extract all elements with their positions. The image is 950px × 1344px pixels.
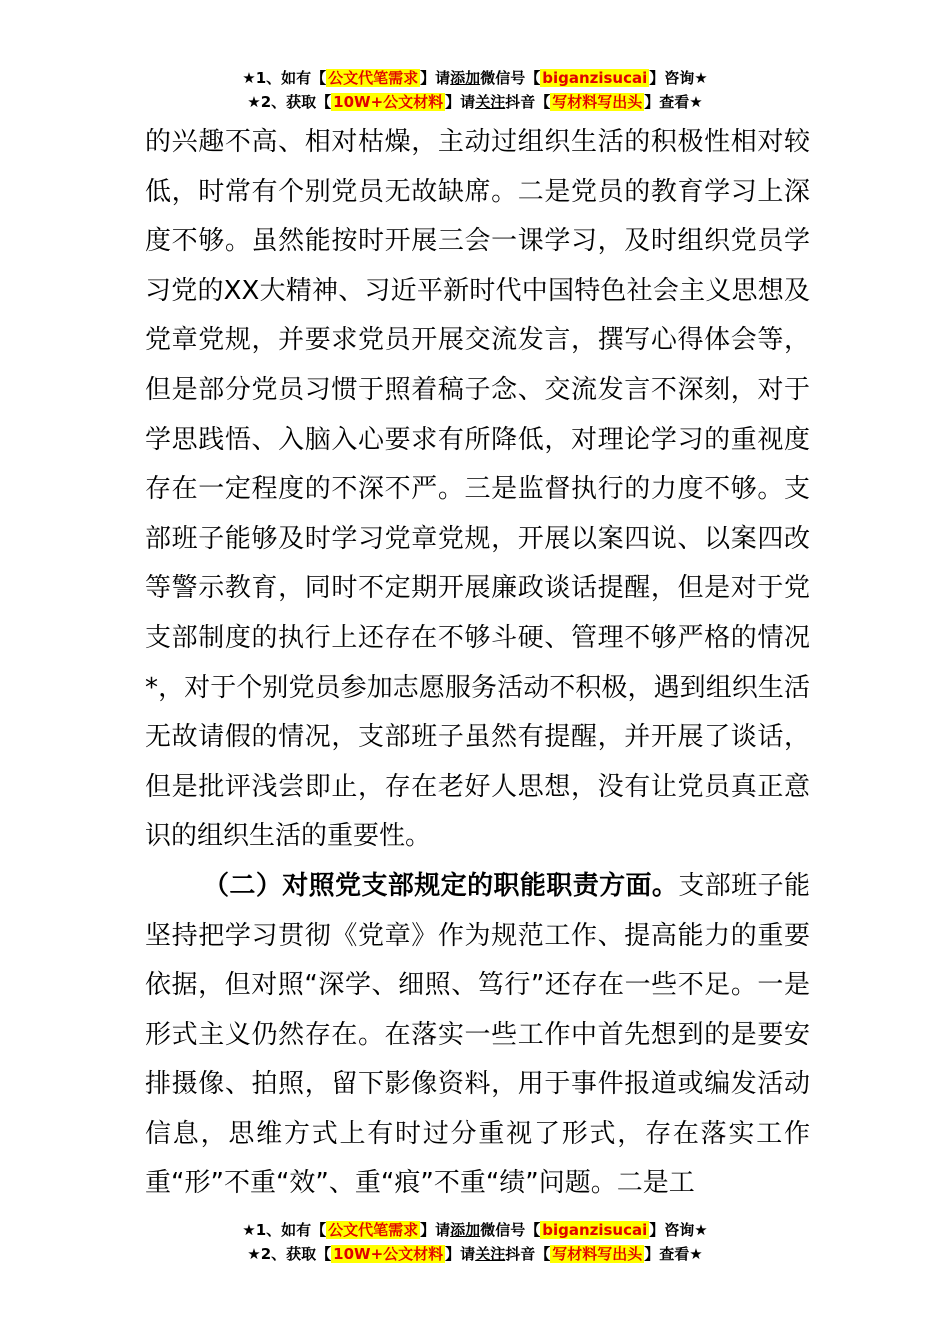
banner-underline-text: 关注 bbox=[475, 93, 506, 111]
banner-highlight: 公文代笔需求 bbox=[328, 1221, 419, 1239]
star-icon: ★ bbox=[694, 1221, 708, 1239]
banner-text: 】查看 bbox=[644, 93, 690, 111]
banner-line-2 bbox=[0, 90, 950, 114]
banner-highlight: 10W+公文材料 bbox=[333, 1245, 444, 1263]
banner-text: 1、如有【 bbox=[255, 69, 327, 87]
document-body bbox=[145, 118, 810, 1209]
banner-highlight: 写材料写出头 bbox=[552, 1245, 643, 1263]
banner-text: 】查看 bbox=[644, 1245, 690, 1263]
banner-text: 微信号【 bbox=[480, 1221, 541, 1239]
banner-text: 】请 bbox=[420, 69, 451, 87]
banner-line-1 bbox=[0, 1218, 950, 1242]
star-icon: ★ bbox=[689, 1245, 703, 1263]
banner-highlight: biganzisucai bbox=[542, 69, 648, 87]
banner-text: 1、如有【 bbox=[255, 1221, 327, 1239]
star-icon: ★ bbox=[242, 1221, 256, 1239]
banner-text: 】请 bbox=[445, 93, 476, 111]
star-icon: ★ bbox=[247, 1245, 261, 1263]
banner-text: 微信号【 bbox=[480, 69, 541, 87]
banner-highlight: 写材料写出头 bbox=[552, 93, 643, 111]
paragraph-2 bbox=[145, 862, 810, 1209]
banner-underline-text: 添加 bbox=[450, 69, 481, 87]
paragraph-2-text: 支部班子能坚持把学习贯彻《党章》作为规范工作、提高能力的重要依据，但对照“深学、细照、笃行”还存在一些不足。一是形式主义仍然存在。在落实一些工作中首先想到的是要安排摄像、拍照，留下影像资料，用于事件报道或编发活动信息，思维方式上有时过分重视了形式，存在落实工作重“形”不重“效”、重“痕”不重“绩”问题。二是工 bbox=[145, 870, 810, 1199]
paragraph-1: 的兴趣不高、相对枯燥，主动过组织生活的积极性相对较低，时常有个别党员无故缺席。二是党员的教育学习上深度不够。虽然能按时开展三会一课学习，及时组织党员学习党的XX大精神、习近平新时代中国特色社会主义思想及党章党规，并要求党员开展交流发言，撰写心得体会等，但是部分党员习惯于照着稿子念、交流发言不深刻，对于学思践悟、入脑入心要求有所降低，对理论学习的重视度存在一定程度的不深不严。三是监督执行的力度不够。支部班子能够及时学习党章党规，开展以案四说、以案四改等警示教育，同时不定期开展廉政谈话提醒，但是对于党支部制度的执行上还存在不够斗硬、管理不够严格的情况*，对于个别党员参加志愿服务活动不积极，遇到组织生活无故请假的情况，支部班子虽然有提醒，并开展了谈话，但是批评浅尝即止，存在老好人思想，没有让党员真正意识的组织生活的重要性。 bbox=[145, 127, 810, 852]
banner-underline-text: 添加 bbox=[450, 1221, 481, 1239]
banner-line-1 bbox=[0, 66, 950, 90]
banner-highlight: biganzisucai bbox=[542, 1221, 648, 1239]
banner-text: 】请 bbox=[420, 1221, 451, 1239]
banner-text: 抖音【 bbox=[505, 1245, 551, 1263]
banner-highlight: 公文代笔需求 bbox=[328, 69, 419, 87]
star-icon: ★ bbox=[694, 69, 708, 87]
banner-text: 抖音【 bbox=[505, 93, 551, 111]
banner-highlight: 10W+公文材料 bbox=[333, 93, 444, 111]
star-icon: ★ bbox=[689, 93, 703, 111]
footer-banner bbox=[0, 1218, 950, 1266]
banner-text: 】咨询 bbox=[649, 1221, 695, 1239]
banner-text: 2、获取【 bbox=[260, 93, 332, 111]
section-heading: （二）对照党支部规定的职能职责方面。 bbox=[203, 870, 679, 901]
star-icon: ★ bbox=[242, 69, 256, 87]
banner-line-2 bbox=[0, 1242, 950, 1266]
banner-text: 】请 bbox=[445, 1245, 476, 1263]
header-banner bbox=[0, 66, 950, 114]
banner-text: 2、获取【 bbox=[260, 1245, 332, 1263]
star-icon: ★ bbox=[247, 93, 261, 111]
banner-text: 】咨询 bbox=[649, 69, 695, 87]
banner-underline-text: 关注 bbox=[475, 1245, 506, 1263]
